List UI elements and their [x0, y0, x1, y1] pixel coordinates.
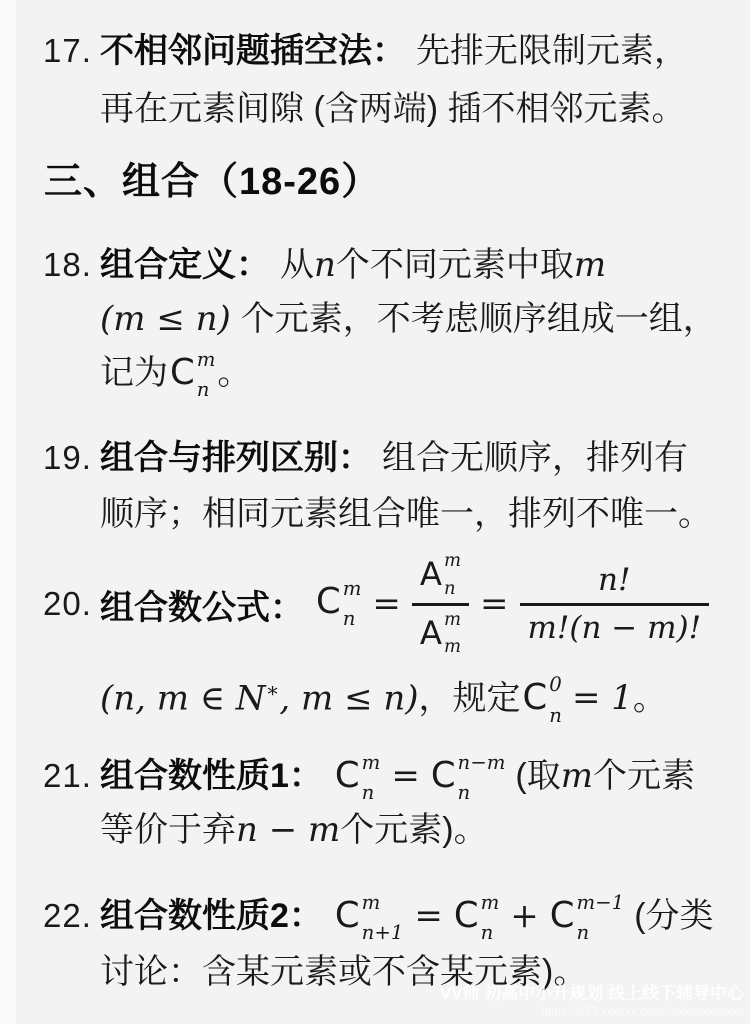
watermark-text: VV师 初高中小升规划 线上线下辅导中心 [439, 984, 744, 1003]
math-scripts [576, 890, 625, 945]
math-comb-C-n-mm1 [549, 890, 625, 945]
math-sub: n [196, 378, 210, 402]
math-scripts [549, 675, 562, 725]
formula-line [100, 549, 742, 658]
body-text: 等价于弃 [100, 811, 236, 849]
text-line [100, 238, 742, 292]
item-number: 21. [43, 757, 92, 794]
math-sub: n [549, 703, 562, 727]
item-title: 组合与排列区别： [100, 439, 372, 477]
math-sup: m [342, 576, 362, 600]
math-comb-C-n-nm [430, 750, 506, 805]
body-text: 顺序；相同元素组合唯一，排列不唯一。 [100, 495, 712, 533]
text-line [100, 486, 742, 542]
text-line [100, 430, 742, 486]
body-text: 个不同元素中取 [335, 246, 574, 284]
item-title: 组合定义： [100, 246, 270, 284]
math-comb-C-np1-m [334, 890, 404, 945]
math-sup: n−m [457, 750, 506, 774]
math-sup: m [480, 890, 500, 914]
math-base-A: A [419, 554, 442, 593]
math-sup: m [443, 608, 461, 630]
equals-sign: = [372, 584, 401, 624]
item-title: 不相邻问题插空法： [100, 32, 406, 70]
list-item-17 [43, 22, 742, 138]
text-line [100, 80, 742, 138]
math-scripts [361, 750, 381, 805]
list-item-18 [43, 238, 742, 402]
body-text: 讨论：含某元素或不含某元素)。 [100, 953, 588, 991]
item-number: 18. [43, 246, 92, 283]
watermark-url: https://b23.xxxxxx.com/xxxxxxxxxxxxx [541, 1004, 744, 1019]
item-number: 17. [43, 32, 92, 69]
math-sub: n [443, 577, 456, 599]
math-base-C: C [430, 755, 456, 796]
fraction-numerator: n! [598, 562, 631, 599]
text-line [100, 22, 742, 80]
math-equals-one: = 1 [571, 678, 633, 719]
math-comb-C-n-m [170, 347, 216, 402]
text-line [100, 662, 742, 727]
text-line [100, 888, 742, 944]
body-text: 个元素 [592, 757, 695, 795]
list-item-19 [43, 430, 742, 542]
math-sub: n [342, 607, 356, 631]
math-scripts [342, 576, 362, 631]
math-sup: m [443, 549, 461, 571]
body-text: 组合无顺序，排列有 [382, 439, 688, 477]
math-base-A: A [419, 613, 442, 652]
math-comb-C-n-0 [522, 673, 562, 727]
math-sub: n [361, 781, 375, 805]
math-sup: m−1 [576, 890, 625, 914]
math-scripts [196, 347, 216, 402]
math-star-sup: ∗ [265, 678, 280, 702]
body-text: (取 [515, 757, 561, 795]
math-expr-n-minus-m: n − m [236, 810, 341, 850]
math-base-C: C [453, 895, 479, 936]
item-number: 20. [43, 585, 92, 622]
text-line [100, 292, 742, 346]
math-scripts [480, 890, 500, 945]
body-text: 。 [217, 354, 252, 392]
text-line [100, 748, 742, 803]
math-base-C: C [334, 895, 360, 936]
body-text: 。 [632, 679, 667, 718]
body-text: 记为 [100, 354, 168, 392]
math-base-C: C [334, 755, 360, 796]
section-heading: 三、组合（18-26） [44, 161, 381, 203]
item-title: 组合数性质1： [100, 757, 323, 795]
math-sub: n [480, 921, 494, 945]
item-title: 组合数性质2： [100, 897, 323, 935]
body-text: 个元素，不考虑顺序组成一组， [240, 300, 717, 338]
fraction-denominator [412, 603, 469, 657]
math-condition: , m ≤ n) [279, 678, 419, 719]
body-text: 从 [280, 246, 314, 284]
text-line [100, 346, 742, 400]
fraction-factorial [520, 563, 710, 644]
body-text: ，规定 [418, 679, 521, 718]
body-text: 先排无限制元素， [416, 32, 688, 70]
plus-sign: + [510, 896, 539, 936]
math-scripts [443, 549, 461, 599]
math-base-C: C [170, 352, 195, 393]
math-base-C: C [316, 580, 341, 622]
math-sup: m [361, 890, 381, 914]
math-comb-C-n-m [453, 890, 500, 945]
item-number: 19. [43, 439, 92, 476]
body-text: 个元素)。 [340, 811, 488, 849]
math-sub: n [457, 781, 471, 805]
fraction-numerator [412, 549, 469, 603]
equals-sign: = [480, 584, 509, 624]
math-sup: 0 [549, 673, 562, 697]
list-item-21 [43, 748, 742, 858]
math-scripts [457, 750, 506, 805]
math-scripts [443, 608, 461, 658]
body-text: (分类 [634, 897, 714, 935]
fraction-A-over-A [412, 549, 469, 658]
math-var-m: m [573, 245, 607, 285]
math-base-C: C [549, 895, 575, 936]
math-comb-C-n-m [334, 750, 381, 805]
math-comb-C-n-m [316, 576, 362, 631]
math-sub: n [576, 921, 590, 945]
math-condition: (n, m ∈ N [100, 678, 266, 719]
text-line [100, 803, 742, 858]
math-sub: n+1 [361, 921, 404, 945]
math-var-m: m [560, 756, 593, 796]
fraction-denominator: m!(n − m)! [520, 603, 710, 645]
equals-sign: = [391, 756, 420, 796]
math-base-C: C [522, 677, 548, 719]
equals-sign: = [414, 896, 443, 936]
body-text: 再在元素间隙 (含两端) 插不相邻元素。 [100, 90, 686, 128]
item-number: 22. [43, 897, 92, 934]
list-item-20 [43, 549, 742, 727]
math-sup: m [196, 347, 216, 371]
math-condition: (m ≤ n) [100, 299, 231, 339]
math-sup: m [361, 750, 381, 774]
item-title: 组合数公式： [100, 588, 304, 627]
math-sub: m [443, 636, 461, 658]
watermark [440, 984, 744, 1019]
math-var-n: n [314, 245, 336, 285]
page-left-edge [0, 0, 16, 1024]
math-scripts [361, 890, 404, 945]
